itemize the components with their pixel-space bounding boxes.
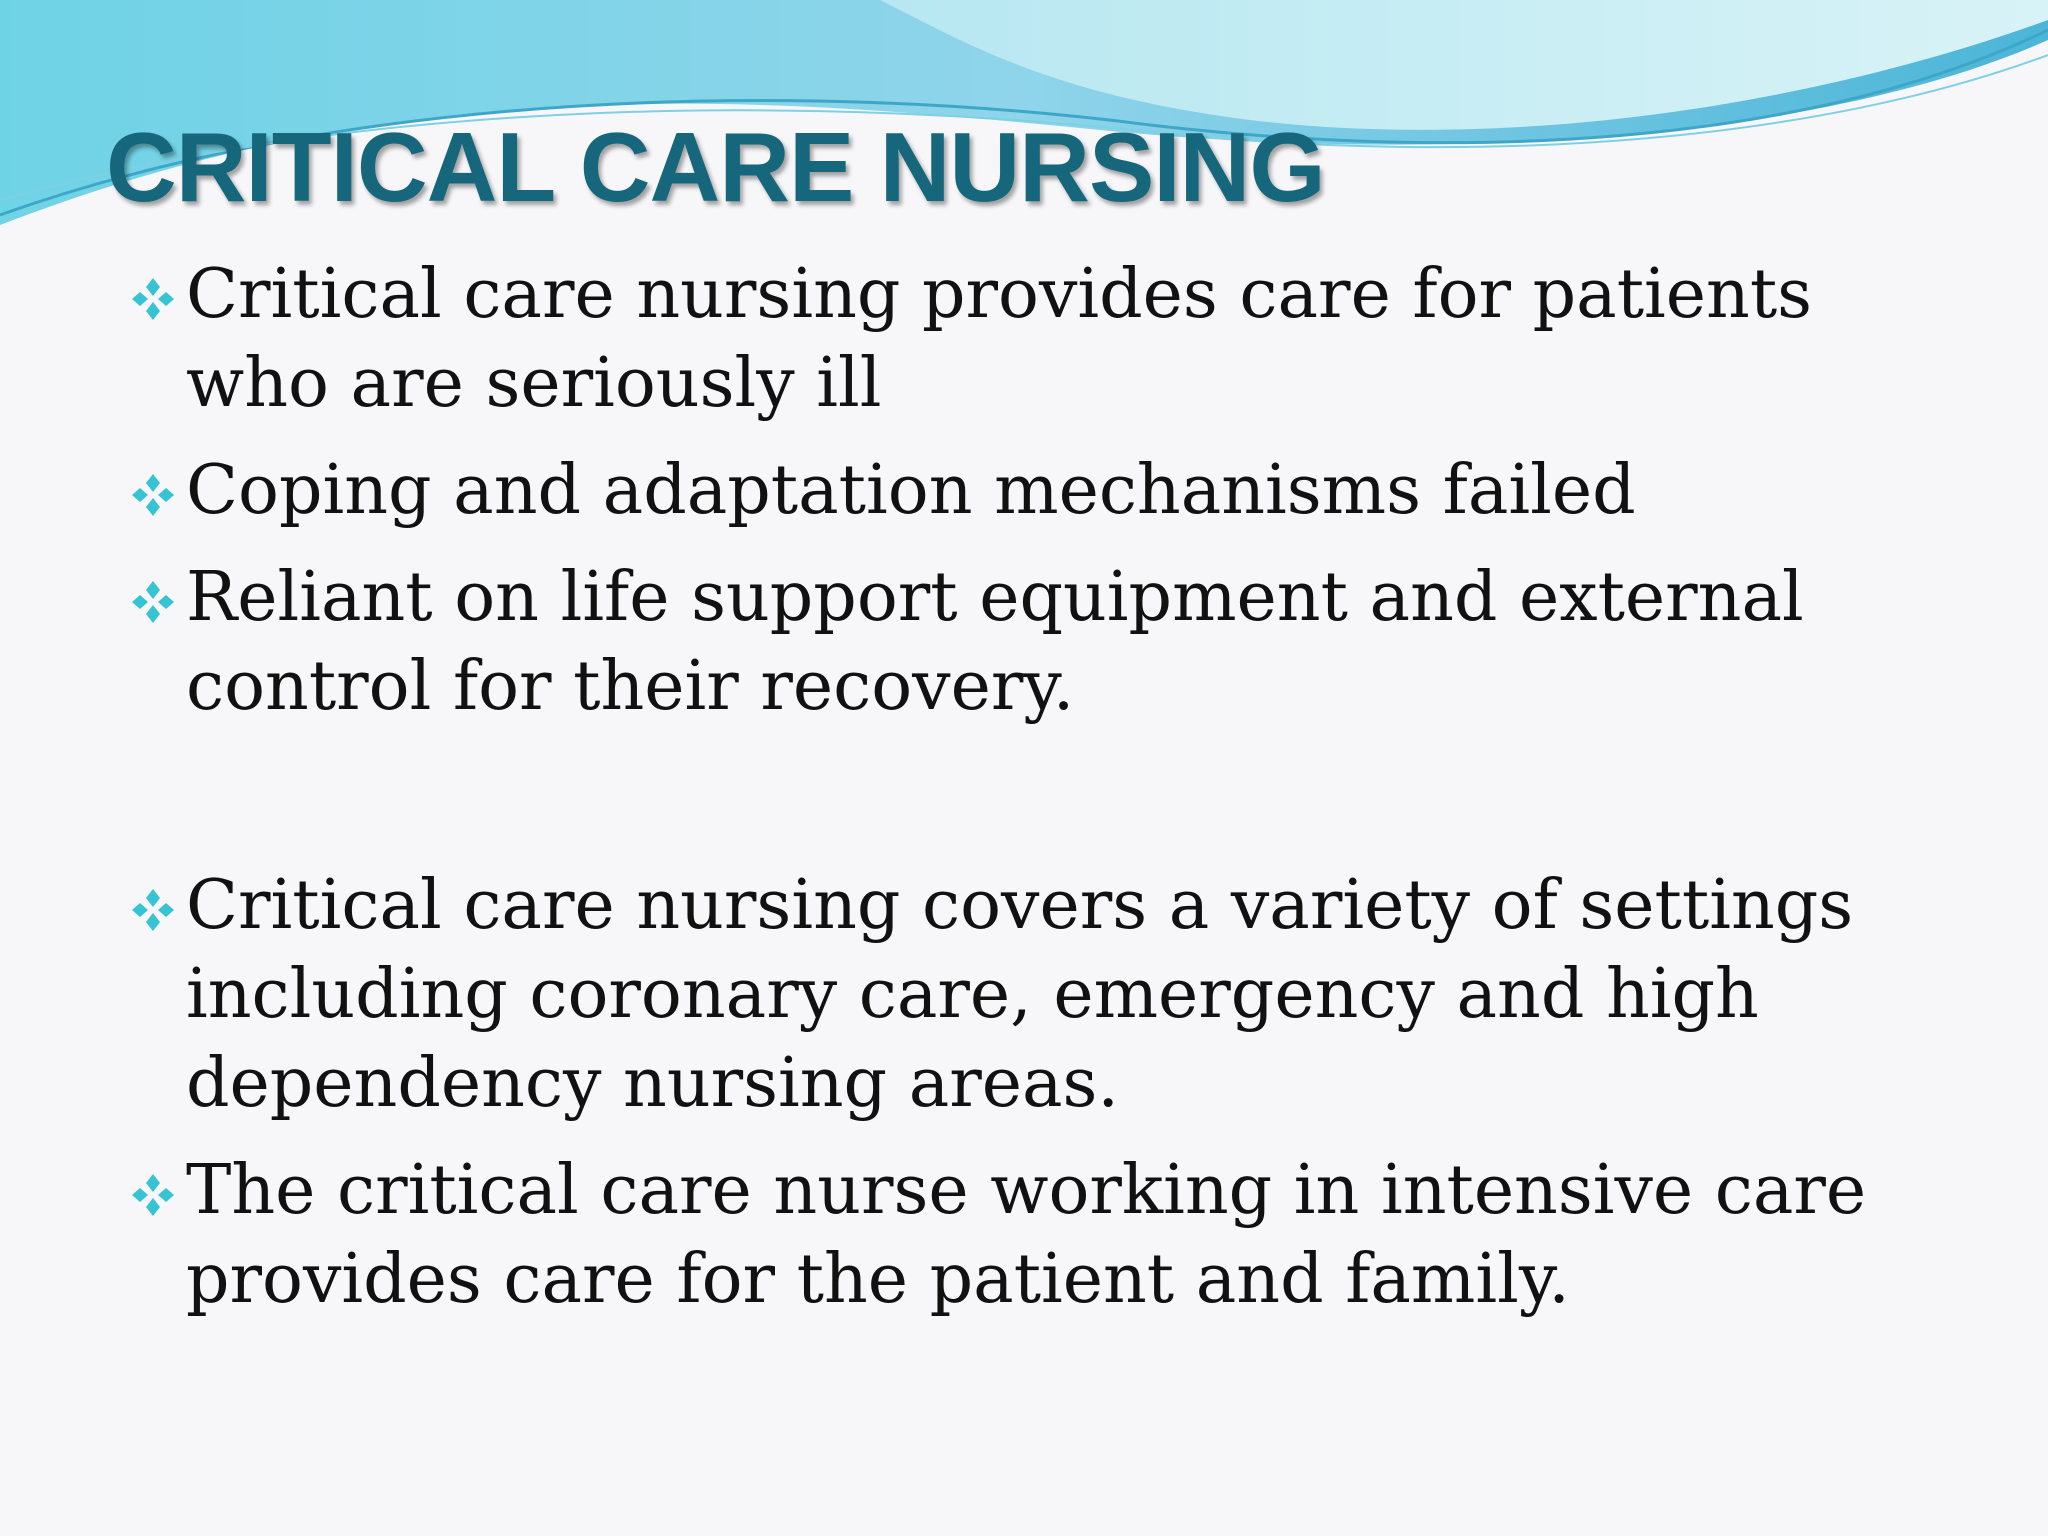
four-diamond-bullet-icon [130,579,176,625]
bullet-list [130,250,1930,1342]
bullet-item [130,861,1930,1128]
bullet-item [130,553,1930,731]
bullet-text: Reliant on life support equipment and external control for their recovery. [186,558,1804,726]
bullet-text: The critical care nurse working in intensive care provides care for the patient and family. [186,1151,1867,1319]
four-diamond-bullet-icon [130,472,176,518]
bullet-item [130,446,1930,535]
bullet-text: Coping and adaptation mechanisms failed [186,451,1636,530]
four-diamond-bullet-icon [130,1172,176,1218]
four-diamond-bullet-icon [130,276,176,322]
bullet-item [130,1146,1930,1324]
four-diamond-bullet-icon [130,887,176,933]
bullet-text: Critical care nursing covers a variety of settings including coronary care, emergency and high dependency nursing areas. [186,866,1854,1123]
bullet-text: Critical care nursing provides care for patients who are seriously ill [186,255,1813,423]
slide-title: CRITICAL CARE NURSING [106,112,1325,222]
bullet-item [130,250,1930,428]
